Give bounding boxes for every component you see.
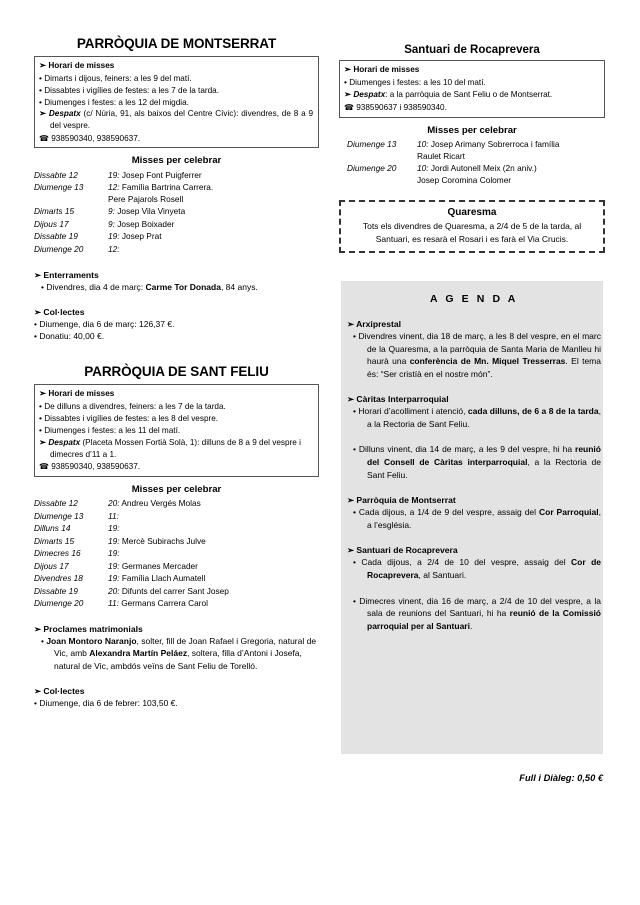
proclames-item: • Joan Montoro Naranjo, solter, fill de Joan Rafael i Gregoria, natural de Vic, amb Alexandra Martín Peláez, soltera, filla d’Antoni i Josefa, natural de Vic, ambdós veïns de Sant Feliu de Torelló. — [41, 635, 317, 671]
telephone-icon: ☎ — [344, 103, 354, 113]
mass-time: 10: — [417, 163, 429, 174]
table-row — [34, 206, 319, 218]
mass-time: 19: — [108, 523, 120, 534]
mass-intention: 19: Josep Font Puigferrer — [108, 169, 202, 180]
despatx-text: (c/ Núria, 91, als baixos del Centre Cívic): divendres, de 8 a 9 del vespre. — [50, 109, 314, 131]
table-row — [34, 182, 319, 206]
bullet-icon: • — [39, 425, 42, 435]
mass-day: Diumenge 20 — [34, 243, 84, 254]
agenda-text: . — [469, 620, 473, 631]
agenda-title: A G E N D A — [430, 293, 518, 305]
masses-body — [34, 498, 319, 610]
mass-time: 10: — [417, 139, 429, 150]
mass-day: Dijous 17 — [34, 560, 69, 571]
mass-intention: 20: Difunts del carrer Sant Josep — [108, 585, 229, 596]
agenda-text: Divendres vinent, dia 18 de març, a les 8 del vespre, en el marc de la Quaresma, a la parròquia de Santa Maria de Manlleu hi haurà una — [358, 331, 601, 367]
masses-table-rocaprevera — [339, 139, 605, 187]
telephone-icon: ☎ — [39, 134, 49, 143]
bullet-icon: • — [353, 557, 356, 568]
deceased-name: Carme Tor Donada — [145, 281, 221, 292]
agenda-text: , al Santuari. — [418, 569, 467, 580]
mass-intention: 11: Germans Carrera Carol — [108, 597, 208, 608]
arrow-icon: ➢ — [344, 89, 352, 100]
page-title-sant-feliu: PARRÒQUIA DE SANT FELIU — [84, 364, 269, 380]
agenda-text: . El tema és: “Ser cristíà en el nostre món”. — [367, 356, 601, 379]
mass-day: Dissabte 12 — [34, 169, 78, 180]
quaresma-title: Quaresma — [447, 207, 497, 219]
mass-time: 19: — [108, 560, 120, 571]
mass-intention — [108, 243, 319, 255]
mass-time: 19: — [108, 535, 120, 546]
table-row — [34, 548, 319, 560]
bullet-icon: • — [39, 84, 42, 95]
mass-time: 20: — [108, 585, 120, 596]
proclames-heading: ➢ Proclames matrimonials — [34, 623, 143, 634]
mass-day: Divendres 18 — [34, 573, 83, 584]
agenda-group — [347, 319, 601, 380]
schedule-heading: ➢ Horari de misses — [39, 59, 115, 70]
schedule-line: • Diumenges i festes: a les 10 del matí. — [344, 77, 486, 88]
table-row — [34, 597, 319, 609]
mass-intention: 9: Josep Boixader — [108, 218, 175, 229]
agenda-group — [347, 495, 601, 531]
despatx-line — [39, 437, 313, 461]
despatx-label: Despatx — [48, 437, 81, 447]
mass-day: Dissabte 12 — [34, 498, 78, 509]
arrow-icon: ➢ — [347, 319, 355, 329]
agenda-emphasis: reunió de la Comissió parroquial per al Santuari — [367, 608, 601, 631]
mass-time: 19: — [108, 231, 120, 242]
mass-day: Dimecres 16 — [34, 548, 81, 559]
agenda-text: , a l’església. — [367, 507, 601, 530]
phone-numbers: 938590637 i 938590340. — [356, 103, 447, 113]
schedule-line: • Diumenges i festes: a les 11 del matí. — [39, 425, 181, 435]
table-row — [34, 218, 319, 230]
bullet-icon: • — [353, 444, 356, 455]
arrow-icon: ➢ — [39, 388, 47, 398]
mass-day: Dimarts 15 — [34, 206, 75, 217]
mass-time: 19: — [108, 169, 120, 180]
mass-intention: 20: Andreu Vergés Molas — [108, 498, 201, 509]
mass-day: Dilluns 14 — [34, 523, 71, 534]
agenda-emphasis: reunió del Consell de Càritas interparroquial — [367, 444, 601, 468]
masses-table-sant-feliu — [34, 498, 319, 610]
mass-day: Dissabte 19 — [34, 585, 78, 596]
agenda-text: , a la Rectoria de Sant Feliu. — [367, 457, 601, 480]
table-row — [34, 573, 319, 585]
phone-line — [39, 461, 313, 472]
agenda-group-heading: ➢ Santuari de Rocaprevera — [347, 545, 458, 556]
phone-line — [39, 133, 313, 144]
left-column — [34, 36, 319, 709]
table-row — [34, 169, 319, 181]
agenda-group-heading: ➢ Càritas Interparroquial — [347, 394, 449, 405]
arrow-icon: ➢ — [34, 685, 42, 696]
section-enterraments — [34, 270, 319, 293]
mass-time: 20: — [108, 498, 120, 509]
mass-intention: 12: Família Bartrina Carrera. Pere Pajarols Rosell — [108, 182, 214, 204]
despatx-label: Despatx — [353, 90, 386, 100]
table-row — [34, 523, 319, 535]
bullet-icon: • — [34, 697, 37, 708]
mass-day: Diumenge 20 — [34, 597, 84, 608]
phone-numbers: 938590340, 938590637. — [51, 462, 141, 472]
mass-day: Diumenge 13 — [34, 182, 84, 193]
bullet-icon: • — [353, 507, 356, 518]
section-collectes-montserrat — [34, 307, 319, 343]
enterraments-heading: ➢ Enterraments — [34, 269, 99, 280]
section-sant-feliu — [34, 364, 319, 609]
table-row — [34, 243, 319, 255]
quaresma-text: Tots els divendres de Quaresma, a 2/4 de 5 de la tarda, al Santuari, es resarà el Rosari i es farà el Via Crucis. — [362, 221, 582, 244]
agenda-groups — [347, 319, 601, 632]
mass-intention: 19: Mercè Subirachs Julve — [108, 535, 206, 546]
table-row — [34, 560, 319, 572]
section-collectes-sant-feliu — [34, 686, 319, 709]
mass-intention — [108, 510, 319, 522]
masses-title: Misses per celebrar — [427, 124, 517, 136]
bullet-icon: • — [41, 635, 44, 646]
mass-intention — [108, 548, 319, 560]
enterraments-item: • Divendres, dia 4 de març: Carme Tor Donada, 84 anys. — [41, 281, 258, 292]
mass-intention: 19: Família Llach Aumatell — [108, 573, 206, 584]
mass-day: Diumenge 20 — [347, 163, 397, 174]
bullet-icon: • — [344, 77, 347, 88]
despatx-text: : a la parròquia de Sant Feliu o de Montserrat. — [385, 90, 553, 100]
mass-intention: 19: Josep Prat — [108, 231, 162, 242]
mass-day: Dimarts 15 — [34, 535, 75, 546]
agenda-group-heading: ➢ Arxiprestal — [347, 319, 401, 329]
page-title-montserrat: PARRÒQUIA DE MONTSERRAT — [76, 36, 277, 51]
agenda-emphasis: Cor Parroquial — [538, 507, 599, 518]
sant-feliu-schedule-box — [34, 384, 319, 477]
phone-numbers: 938590340, 938590637. — [51, 134, 141, 143]
bullet-icon: • — [34, 331, 37, 342]
bullet-icon: • — [39, 413, 42, 424]
mass-day: Diumenge 13 — [347, 139, 397, 150]
montserrat-schedule-box — [34, 56, 319, 149]
arrow-icon: ➢ — [39, 436, 47, 447]
mass-day: Dijous 17 — [34, 218, 69, 229]
mass-intention: 10: Jordi Autonell Meix (2n aniv.) Josep Coromina Colomer — [417, 163, 537, 185]
mass-time: 19: — [108, 548, 120, 559]
table-row — [34, 231, 319, 243]
table-row — [339, 163, 605, 187]
page-title-rocaprevera: Santuari de Rocaprevera — [404, 44, 540, 56]
mass-intention: 19: Germanes Mercader — [108, 560, 198, 571]
agenda-emphasis: conferència de Mn. Miquel Tresserras — [409, 356, 566, 367]
agenda-item — [347, 595, 601, 633]
mass-intention — [108, 523, 319, 535]
phone-line — [344, 102, 599, 113]
arrow-icon: ➢ — [39, 59, 47, 70]
schedule-heading: ➢ Horari de misses — [344, 64, 420, 75]
table-row — [339, 139, 605, 163]
agenda-item — [347, 330, 601, 380]
masses-body — [339, 139, 605, 187]
mass-time: 12: — [108, 243, 120, 254]
collectes-heading: ➢ Col·lectes — [34, 685, 85, 696]
section-montserrat — [34, 36, 319, 256]
agenda-emphasis: Cor de Rocaprevera — [367, 557, 601, 580]
schedule-line: • De dilluns a divendres, feiners: a les 7 de la tarda. — [39, 401, 226, 412]
groom-name: Joan Montoro Naranjo — [46, 635, 137, 646]
mass-time: 9: — [108, 206, 115, 217]
collectes-item: • Diumenge, dia 6 de març: 126,37 €. — [34, 318, 175, 329]
section-proclames — [34, 624, 319, 672]
despatx-text: (Placeta Mossen Fortià Solà, 1): dilluns de 8 a 9 del vespre i dimecres d’11 a 1. — [50, 437, 301, 459]
masses-body — [34, 169, 319, 255]
bullet-icon: • — [39, 72, 42, 83]
mass-time: 11: — [108, 597, 119, 608]
mass-day: Dissabte 19 — [34, 231, 78, 242]
table-row — [34, 585, 319, 597]
bullet-icon: • — [353, 331, 356, 341]
agenda-panel — [341, 281, 603, 754]
schedule-line: • Dissabtes i vigílies de festes: a les 7 de la tarda. — [39, 84, 219, 95]
despatx-label: Despatx — [48, 109, 81, 119]
mass-intention: 9: Josep Vila Vinyeta — [108, 206, 186, 217]
despatx-line — [344, 89, 599, 101]
bullet-icon: • — [353, 595, 356, 606]
footer-price: Full i Diàleg: 0,50 € — [519, 773, 603, 783]
right-column — [339, 44, 605, 253]
agenda-text: Dimecres vinent, dia 16 de març, a 2/4 de 10 del vespre, a la sala de reunions del Santuari, hi ha — [359, 595, 601, 619]
agenda-text: , a la Rectoria de Sant Feliu. — [367, 406, 601, 429]
arrow-icon: ➢ — [34, 623, 42, 634]
bullet-icon: • — [39, 96, 42, 107]
mass-intention: 10: Josep Arimany Sobrerroca i família Raulet Ricart — [417, 139, 560, 161]
collectes-item: • Diumenge, dia 6 de febrer: 103,50 €. — [34, 697, 178, 708]
masses-title: Misses per celebrar — [131, 483, 222, 495]
schedule-heading: ➢ Horari de misses — [39, 388, 115, 398]
arrow-icon: ➢ — [347, 394, 355, 405]
agenda-item — [347, 506, 601, 531]
agenda-text: Dilluns vinent, dia 14 de març, a les 9 del vespre, hi ha — [358, 444, 576, 455]
mass-time: 19: — [108, 573, 120, 584]
agenda-item — [347, 405, 601, 430]
schedule-line: • Dissabtes i vigílies de festes: a les 8 del vespre. — [39, 413, 219, 424]
telephone-icon: ☎ — [39, 462, 49, 472]
arrow-icon: ➢ — [344, 64, 352, 75]
mass-time: 11: — [108, 510, 119, 521]
agenda-item — [347, 443, 601, 481]
collectes-heading: ➢ Col·lectes — [34, 306, 85, 317]
agenda-text: Cada dijous, a 1/4 de 9 del vespre, assaig del — [358, 507, 539, 518]
arrow-icon: ➢ — [34, 269, 42, 280]
mass-day: Diumenge 13 — [34, 510, 84, 521]
masses-title: Misses per celebrar — [131, 155, 222, 167]
mass-time: 12: — [108, 182, 120, 193]
quaresma-box — [339, 200, 605, 252]
agenda-item — [347, 556, 601, 581]
agenda-group — [347, 545, 601, 632]
bullet-icon: • — [41, 281, 44, 292]
bullet-icon: • — [353, 406, 356, 417]
table-row — [34, 535, 319, 547]
table-row — [34, 510, 319, 522]
schedule-line: • Dimarts i dijous, feiners: a les 9 del matí. — [39, 72, 192, 83]
arrow-icon: ➢ — [347, 495, 355, 506]
agenda-emphasis: cada dilluns, de 6 a 8 de la tarda — [467, 406, 599, 417]
table-row — [34, 498, 319, 510]
masses-table-montserrat — [34, 169, 319, 255]
agenda-text: Horari d’acolliment i atenció, — [358, 406, 468, 417]
agenda-group-heading: ➢ Parròquia de Montserrat — [347, 495, 456, 506]
mass-time: 9: — [108, 218, 115, 229]
agenda-text: Cada dijous, a 2/4 de 10 del vespre, assaig del — [361, 557, 572, 568]
collectes-item: • Donatiu: 40,00 €. — [34, 331, 105, 342]
schedule-line: • Diumenges i festes: a les 12 del migdia. — [39, 96, 189, 107]
arrow-icon: ➢ — [39, 108, 47, 119]
rocaprevera-schedule-box — [339, 60, 605, 117]
arrow-icon: ➢ — [34, 306, 42, 317]
bullet-icon: • — [39, 401, 42, 412]
despatx-line — [39, 108, 313, 132]
arrow-icon: ➢ — [347, 545, 355, 556]
bullet-icon: • — [34, 318, 37, 329]
bride-name: Alexandra Martín Peláez — [89, 648, 188, 659]
agenda-group — [347, 394, 601, 481]
